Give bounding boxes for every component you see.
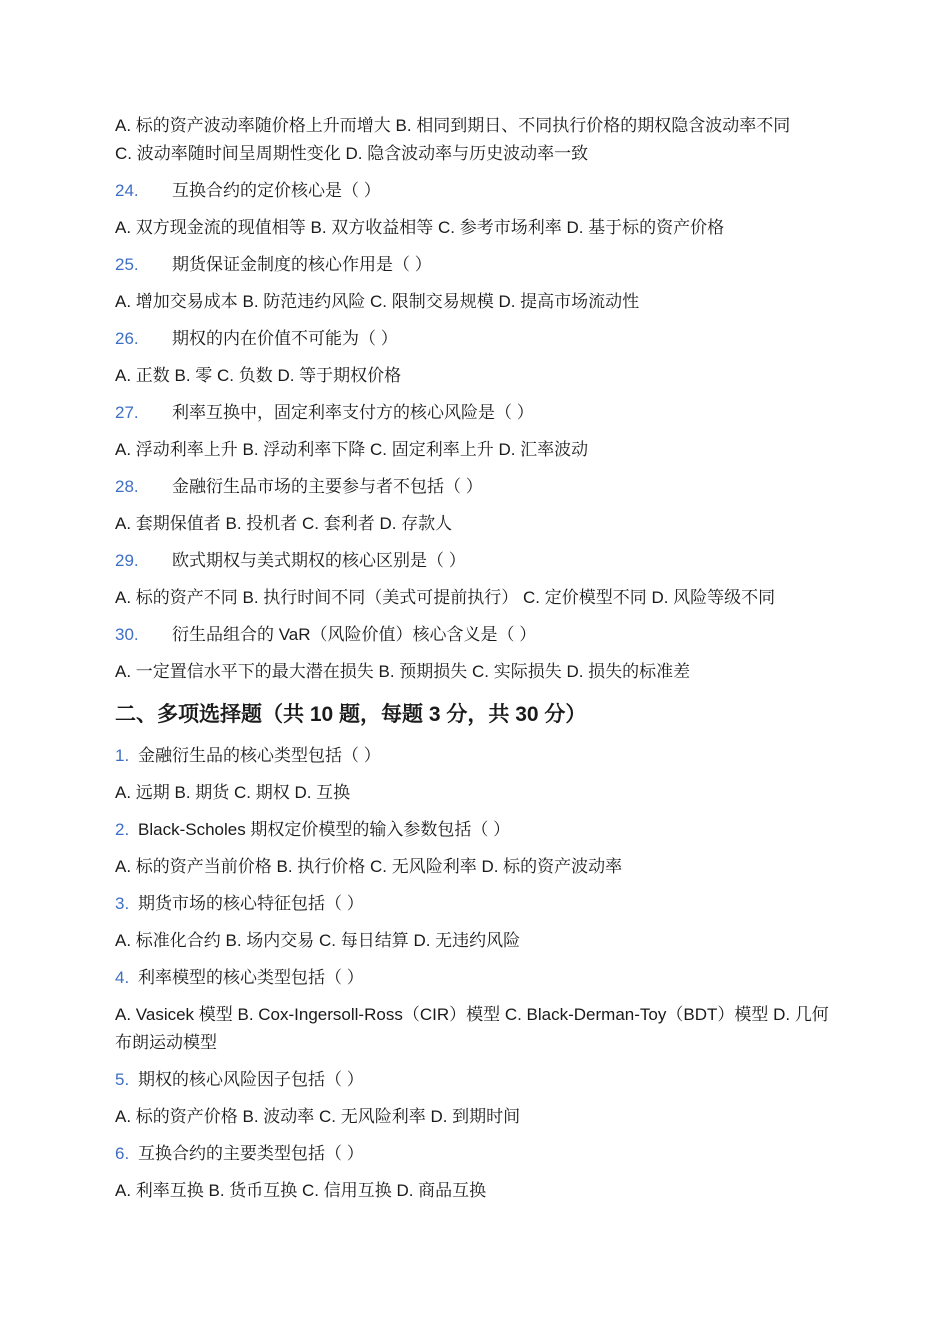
question-options: A. 套期保值者 B. 投机者 C. 套利者 D. 存款人 xyxy=(115,514,453,533)
question-block xyxy=(115,964,840,1057)
question-options: A. 标的资产价格 B. 波动率 C. 无风险利率 D. 到期时间 xyxy=(115,1107,521,1126)
question-number: 5. xyxy=(115,1070,130,1089)
question-text: 互换合约的定价核心是（ ） xyxy=(172,181,381,200)
question xyxy=(115,399,840,427)
question-text: Black-Scholes 期权定价模型的输入参数包括（ ） xyxy=(138,820,511,839)
question-block xyxy=(115,547,840,612)
question-block xyxy=(115,251,840,316)
question-block xyxy=(115,742,840,807)
question-text: 欧式期权与美式期权的核心区别是（ ） xyxy=(172,551,466,570)
question-options: A. 一定置信水平下的最大潜在损失 B. 预期损失 C. 实际损失 D. 损失的标准差 xyxy=(115,662,691,681)
question-options: A. 增加交易成本 B. 防范违约风险 C. 限制交易规模 D. 提高市场流动性 xyxy=(115,292,640,311)
document-page xyxy=(115,112,840,1214)
question-number: 25. xyxy=(115,255,139,274)
question-options: A. 利率互换 B. 货币互换 C. 信用互换 D. 商品互换 xyxy=(115,1181,487,1200)
section-title: 二、多项选择题（共 10 题，每题 3 分，共 30 分） xyxy=(115,703,587,726)
question-options: A. 双方现金流的现值相等 B. 双方收益相等 C. 参考市场利率 D. 基于标的资产价格 xyxy=(115,218,725,237)
question-options: A. 标的资产不同 B. 执行时间不同（美式可提前执行） C. 定价模型不同 D. 风险等级不同 xyxy=(115,588,776,607)
question-block xyxy=(115,325,840,390)
question xyxy=(115,177,840,205)
question-number: 4. xyxy=(115,968,130,987)
question-block xyxy=(115,1140,840,1205)
question-block xyxy=(115,177,840,242)
question-number: 27. xyxy=(115,403,139,422)
options-line: A. 标的资产波动率随价格上升而增大 B. 相同到期日、不同执行价格的期权隐含波动率不同 xyxy=(115,116,791,135)
question-block xyxy=(115,890,840,955)
question-number: 1. xyxy=(115,746,130,765)
question-options: A. Vasicek 模型 B. Cox-Ingersoll-Ross（CIR）模型 C. Black-Derman-Toy（BDT）模型 D. 几何布朗运动模型 xyxy=(115,1005,829,1052)
question xyxy=(115,547,840,575)
question-block xyxy=(115,621,840,686)
question-text: 期货保证金制度的核心作用是（ ） xyxy=(172,255,432,274)
question-text: 衍生品组合的 VaR（风险价值）核心含义是（ ） xyxy=(172,625,537,644)
options-line: C. 波动率随时间呈周期性变化 D. 隐含波动率与历史波动率一致 xyxy=(115,144,589,163)
question-number: 3. xyxy=(115,894,130,913)
question-options: A. 远期 B. 期货 C. 期权 D. 互换 xyxy=(115,783,351,802)
question-text: 互换合约的主要类型包括（ ） xyxy=(138,1144,364,1163)
question xyxy=(115,816,840,844)
lead-options xyxy=(115,112,840,168)
question xyxy=(115,1066,840,1094)
question-block xyxy=(115,399,840,464)
question-options: A. 标的资产当前价格 B. 执行价格 C. 无风险利率 D. 标的资产波动率 xyxy=(115,857,623,876)
question-number: 26. xyxy=(115,329,139,348)
question-text: 利率互换中，固定利率支付方的核心风险是（ ） xyxy=(172,403,534,422)
question-text: 利率模型的核心类型包括（ ） xyxy=(138,968,364,987)
question xyxy=(115,1140,840,1168)
question-block xyxy=(115,473,840,538)
question-number: 30. xyxy=(115,625,139,644)
question-number: 2. xyxy=(115,820,130,839)
question-number: 28. xyxy=(115,477,139,496)
question-options: A. 标准化合约 B. 场内交易 C. 每日结算 D. 无违约风险 xyxy=(115,931,521,950)
question-text: 金融衍生品市场的主要参与者不包括（ ） xyxy=(172,477,483,496)
question xyxy=(115,325,840,353)
question-options: A. 正数 B. 零 C. 负数 D. 等于期权价格 xyxy=(115,366,402,385)
question-number: 24. xyxy=(115,181,139,200)
question-text: 金融衍生品的核心类型包括（ ） xyxy=(138,746,381,765)
question-number: 6. xyxy=(115,1144,130,1163)
question xyxy=(115,621,840,649)
question-block xyxy=(115,1066,840,1131)
question xyxy=(115,890,840,918)
question-text: 期货市场的核心特征包括（ ） xyxy=(138,894,364,913)
question-block xyxy=(115,816,840,881)
question-text: 期权的核心风险因子包括（ ） xyxy=(138,1070,364,1089)
question-options: A. 浮动利率上升 B. 浮动利率下降 C. 固定利率上升 D. 汇率波动 xyxy=(115,440,589,459)
question xyxy=(115,251,840,279)
question xyxy=(115,473,840,501)
question-text: 期权的内在价值不可能为（ ） xyxy=(172,329,398,348)
question xyxy=(115,742,840,770)
question xyxy=(115,964,840,992)
question-number: 29. xyxy=(115,551,139,570)
